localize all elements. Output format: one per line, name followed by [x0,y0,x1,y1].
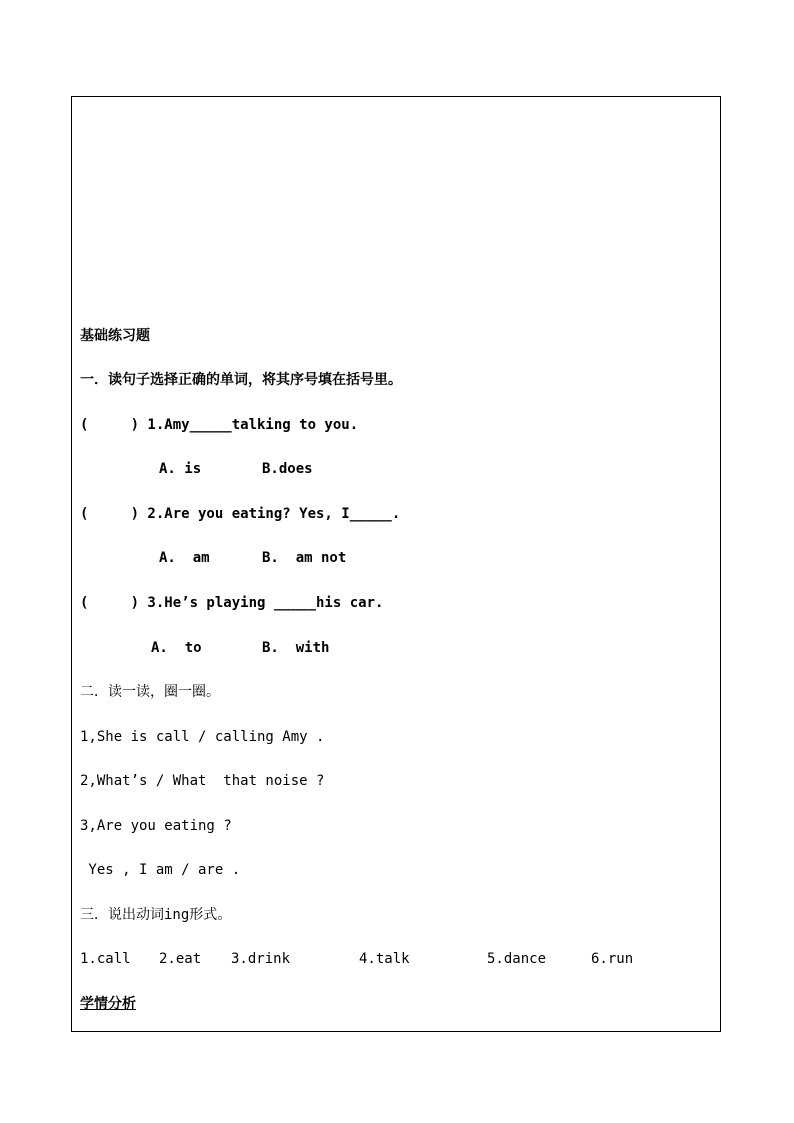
verb-4: 4.talk [359,951,410,967]
document-frame [71,96,721,1032]
part1-heading: 一．读句子选择正确的单词，将其序号填在括号里。 [80,372,402,388]
part2-line-4: Yes , I am / are . [80,862,241,878]
question-3-option-b: B. with [262,640,330,656]
question-1-option-a: A. is [159,461,202,477]
question-3-option-a: A. to [151,640,202,656]
question-2-option-a: A. am [159,550,210,566]
part3-heading: 三．说出动词ing形式。 [80,907,232,923]
question-2: ( ) 2.Are you eating? Yes, I_____. [80,506,401,522]
question-1-option-b: B.does [262,461,313,477]
verb-5: 5.dance [487,951,547,967]
section-title: 基础练习题 [80,328,150,344]
part2-line-2: 2,What’s / What that noise ? [80,773,325,789]
question-1: ( ) 1.Amy_____talking to you. [80,417,359,433]
footer-title: 学情分析 [80,996,136,1012]
part2-heading: 二．读一读，圈一圈。 [80,684,220,700]
verb-1: 1.call [80,951,131,967]
verb-3: 3.drink [231,951,291,967]
part2-line-3: 3,Are you eating ? [80,818,232,834]
question-2-option-b: B. am not [262,550,347,566]
question-3: ( ) 3.He’s playing _____his car. [80,595,384,611]
part2-line-1: 1,She is call / calling Amy . [80,729,325,745]
verb-6: 6.run [591,951,634,967]
verb-2: 2.eat [159,951,202,967]
